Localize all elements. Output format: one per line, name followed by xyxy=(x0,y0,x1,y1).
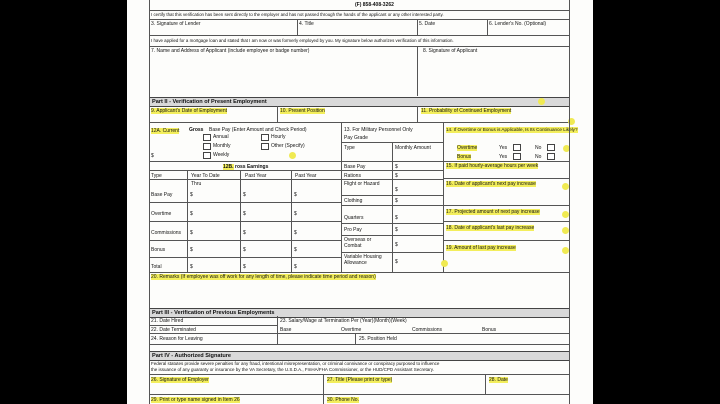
mil-clothing-amount[interactable]: $ xyxy=(395,198,398,204)
annual-checkbox[interactable] xyxy=(203,134,211,141)
base-pay-past2[interactable]: $ xyxy=(294,192,297,198)
field-15-label: 15. If paid hourly-average hours per week xyxy=(446,163,539,169)
thru-label: Thru xyxy=(191,181,202,187)
monthly-amount-label: Monthly Amount xyxy=(395,145,431,151)
overtime-past1[interactable]: $ xyxy=(243,211,246,217)
col-past-year-2: Past Year xyxy=(295,173,317,179)
field-16-label: 16. Date of applicant's next pay increase xyxy=(446,181,536,187)
field-12a-label: 12A. Current xyxy=(151,128,180,134)
other-checkbox[interactable] xyxy=(261,143,269,150)
overtime-no-label: No xyxy=(535,145,542,151)
mil-flight-hazard: Flight or Hazard xyxy=(344,181,380,187)
pay-grade-label: Pay Grade xyxy=(344,135,368,141)
monthly-label: Monthly xyxy=(213,143,231,149)
field-4-label: 4. Title xyxy=(299,21,314,27)
overtime-label: Overtime xyxy=(457,145,478,151)
col-year-to-date: Year To Date xyxy=(191,173,220,179)
commissions-past2[interactable]: $ xyxy=(294,230,297,236)
certification-statement: I certify that this verification has been sent directly to the employer and has not passed through the hands of the applicant or any other interested party. xyxy=(151,12,444,17)
col-type: Type xyxy=(151,173,162,179)
verification-of-employment-form xyxy=(127,0,593,404)
field-9-label: 9. Applicant's Date of Employment xyxy=(151,108,227,114)
gross-label: Gross xyxy=(189,127,204,133)
col-past-year-1: Past Year xyxy=(245,173,267,179)
overtime-past2[interactable]: $ xyxy=(294,211,297,217)
commissions-past1[interactable]: $ xyxy=(243,230,246,236)
mil-rations-amount[interactable]: $ xyxy=(395,173,398,179)
base-pay-past1[interactable]: $ xyxy=(243,192,246,198)
bonus-no-checkbox[interactable] xyxy=(547,153,555,160)
prev-bonus-label: Bonus xyxy=(482,327,497,333)
annual-label: Annual xyxy=(213,134,229,140)
field-25-label: 25. Position Held xyxy=(359,336,397,342)
field-5-label: 5. Date xyxy=(419,21,436,27)
overtime-ytd[interactable]: $ xyxy=(190,211,193,217)
field-27-label: 27. Title (Please print or type) xyxy=(327,377,393,383)
hourly-checkbox[interactable] xyxy=(261,134,269,141)
mil-quarters-amount[interactable]: $ xyxy=(395,215,398,221)
prev-commissions-label: Commissions xyxy=(412,327,443,333)
field-24-label: 24. Reason for Leaving xyxy=(151,336,203,342)
row-commissions: Commissions xyxy=(151,230,182,236)
mil-pro-pay: Pro Pay xyxy=(344,227,362,233)
mil-quarters: Quarters xyxy=(344,215,364,221)
field-6-label: 6. Lender's No. (Optional) xyxy=(489,21,547,27)
field-23-label: 23. Salary/Wage at Termination Per (Year)(Month)(Week) xyxy=(280,318,407,324)
field-30-label: 30. Phone No. xyxy=(327,397,359,403)
penalty-statement-2: the issuance of any guaranty or insurance by the VA Secretary, the U.S.D.A., FmHA/FHA Commissioner, or the HUD/CPD Assistant Secretary. xyxy=(151,367,434,372)
authorization-statement: I have applied for a mortgage loan and stated that I am now or was formerly employed by you. My signature below authorizes verification of this information. xyxy=(151,38,454,43)
mil-overseas-amount[interactable]: $ xyxy=(395,242,398,248)
part-2-header: Part II - Verification of Present Employment xyxy=(149,97,569,107)
field-3-label: 3. Signature of Lender xyxy=(151,21,201,27)
field-21-label: 21. Date Hired xyxy=(151,318,184,324)
bonus-ytd[interactable]: $ xyxy=(190,247,193,253)
mil-flight-amount[interactable]: $ xyxy=(395,187,398,193)
base-pay-dollar: $ xyxy=(151,153,154,159)
field-19-label: 19. Amount of last pay increase xyxy=(446,245,516,251)
field-14-label: 14. If Overtime or Bonus is Applicable, Is Its Continuance Likely? xyxy=(446,127,578,132)
field-28-label: 28. Date xyxy=(489,377,508,383)
row-total: Total xyxy=(151,264,162,270)
bonus-past1[interactable]: $ xyxy=(243,247,246,253)
overtime-no-checkbox[interactable] xyxy=(547,144,555,151)
field-13-label: 13. For Military Personnel Only xyxy=(344,127,413,133)
total-past1[interactable]: $ xyxy=(243,264,246,270)
part-4-header: Part IV - Authorized Signature xyxy=(149,351,569,361)
mil-type-label: Type xyxy=(344,145,355,151)
prev-overtime-label: Overtime xyxy=(341,327,362,333)
field-12b-label: 12B. xyxy=(223,164,234,170)
bonus-label: Bonus xyxy=(457,154,472,160)
row-bonus: Bonus xyxy=(151,247,166,253)
fax-number: (F) 858-408-3262 xyxy=(355,2,394,8)
base-pay-ytd[interactable]: $ xyxy=(190,192,193,198)
weekly-label: Weekly xyxy=(213,152,230,158)
bonus-past2[interactable]: $ xyxy=(294,247,297,253)
mil-housing-amount[interactable]: $ xyxy=(395,259,398,265)
bonus-yes-label: Yes xyxy=(499,154,508,160)
total-ytd[interactable]: $ xyxy=(190,264,193,270)
other-label: Other (Specify) xyxy=(271,143,305,149)
bonus-no-label: No xyxy=(535,154,542,160)
field-17-label: 17. Projected amount of next pay increase xyxy=(446,209,540,215)
gross-earnings-label: ross Earnings xyxy=(235,164,269,170)
prev-base-label: Base xyxy=(280,327,292,333)
mil-overseas-combat: Overseas or Combat xyxy=(344,237,372,249)
hourly-label: Hourly xyxy=(271,134,286,140)
total-past2[interactable]: $ xyxy=(294,264,297,270)
field-22-label: 22. Date Terminated xyxy=(151,327,196,333)
field-11-label: 11. Probability of Continued Employment xyxy=(421,108,512,114)
mil-variable-housing: Variable Housing Allowance xyxy=(344,254,382,266)
base-pay-period-label: Base Pay (Enter Amount and Check Period) xyxy=(209,127,307,133)
field-7-label: 7. Name and Address of Applicant (include employee or badge number) xyxy=(151,48,310,54)
mil-pro-pay-amount[interactable]: $ xyxy=(395,227,398,233)
overtime-yes-checkbox[interactable] xyxy=(513,144,521,151)
field-10-label: 10. Present Position xyxy=(280,108,325,114)
weekly-checkbox[interactable] xyxy=(203,152,211,159)
field-8-label: 8. Signature of Applicant xyxy=(423,48,478,54)
row-base-pay: Base Pay xyxy=(151,192,173,198)
commissions-ytd[interactable]: $ xyxy=(190,230,193,236)
mil-base-pay-amount[interactable]: $ xyxy=(395,164,398,170)
mil-rations: Rations xyxy=(344,173,361,179)
monthly-checkbox[interactable] xyxy=(203,143,211,150)
penalty-statement-1: Federal statutes provide severe penalties for any fraud, intentional misrepresentation, or criminal connivance or conspiracy purposed to influence xyxy=(151,361,440,366)
mil-clothing: Clothing xyxy=(344,198,363,204)
bonus-yes-checkbox[interactable] xyxy=(513,153,521,160)
field-26-label: 26. Signature of Employer xyxy=(151,377,209,383)
overtime-yes-label: Yes xyxy=(499,145,508,151)
field-29-label: 29. Print or type name signed in Item 26 xyxy=(151,397,240,403)
part-3-header: Part III - Verification of Previous Employments xyxy=(149,308,569,318)
field-18-label: 18. Date of applicant's last pay increase xyxy=(446,225,535,231)
field-20-label: 20. Remarks (If employee was off work for any length of time, please indicate time period and reason) xyxy=(151,274,376,280)
row-overtime: Overtime xyxy=(151,211,172,217)
mil-base-pay: Base Pay xyxy=(344,164,366,170)
